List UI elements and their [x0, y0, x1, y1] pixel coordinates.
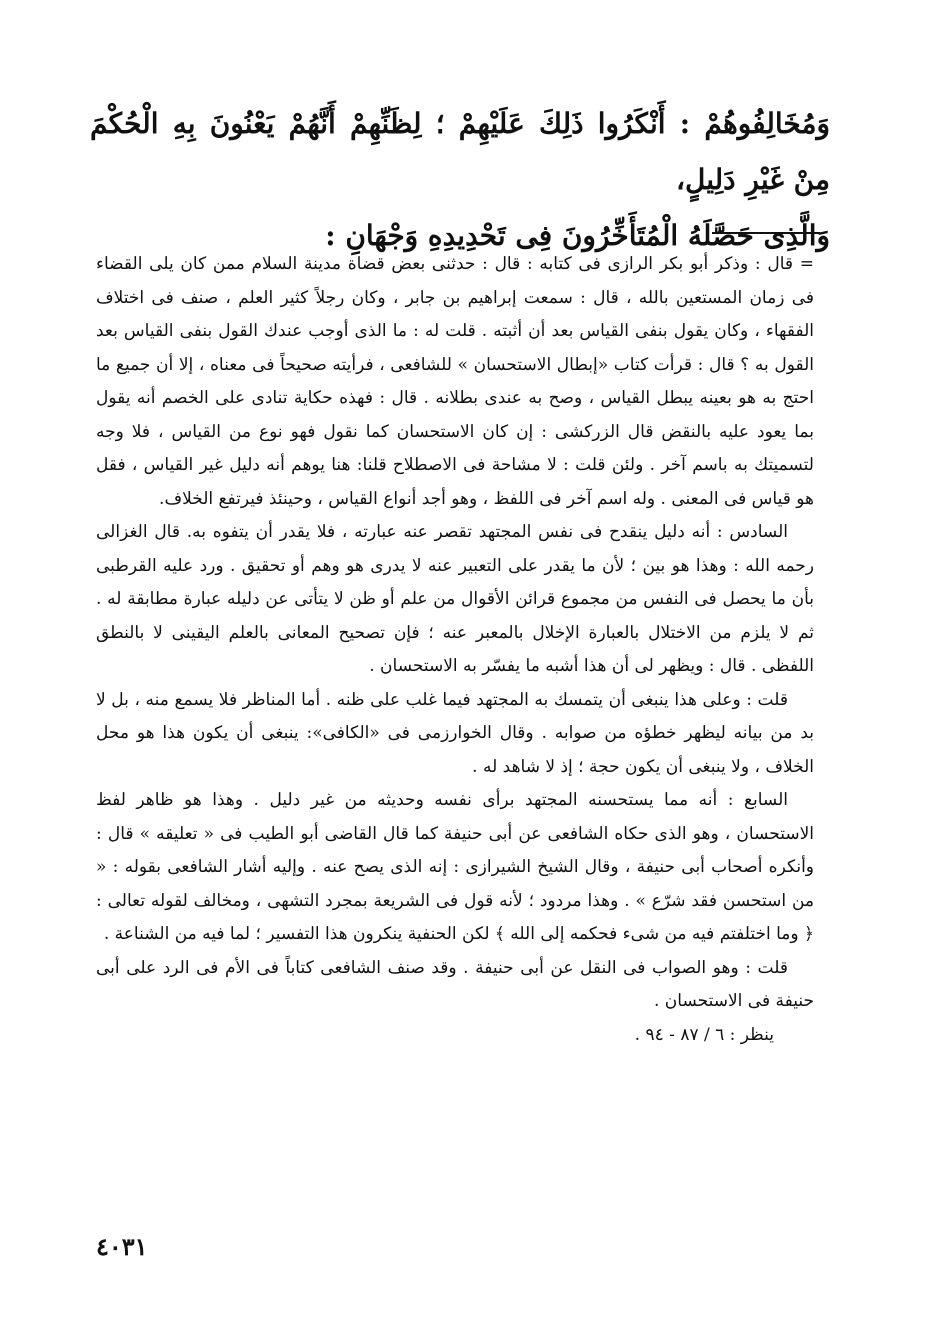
footnote-paragraph-2: السادس : أنه دليل ينقدح فى نفس المجتهد تقصر عنه عبارته ، فلا يقدر أن يتفوه به. قال الغزالى رحمه الله : وهذا هو بين ؛ لأن ما يقدر على التعبير عنه لا يدرى هو وهم أو تحقيق . ورد عليه القرطبى بأن ما يحصل فى النفس من مجموع قرائن الأقوال من علم أو ظن لا يتأتى عن دليله عبارة مطابقة له . ثم لا يلزم من الاختلال بالعبارة الإخلال بالمعبر عنه ؛ فإن تصحيح المعانى بالعلم اليقينى لا بالنطق اللفظى . قال : ويظهر لى أن هذا أشبه ما يفسّر به الاستحسان . — [96, 522, 814, 676]
main-text-block — [90, 96, 830, 264]
footnote-paragraph-1: = قال : وذكر أبو بكر الرازى فى كتابه : قال : حدثنى بعض قضاة مدينة السلام ممن كان يلى القضاء فى زمان المستعين بالله ، قال : سمعت إبراهيم بن جابر ، وكان رجلاً كثير العلم ، صنف فى اختلاف الفقهاء ، وكان يقول بنفى القياس بعد أن أثبته . قلت له : ما الذى أوجب عندك القول بنفى القياس بعد القول به ؟ قال : قرأت كتاب «إبطال الاستحسان » للشافعى ، فرأيته صحيحاً فى معناه ، إلا أن جميع ما احتج به هو بعينه يبطل القياس ، وصح به عندى بطلانه . قال : فهذه حكاية تنادى على الخصم أنه يقول بما يعود عليه بالنقض قال الزركشى : إن كان الاستحسان كما نقول فهو نوع من القياس ، فلا وجه لتسميتك به باسم آخر . ولئن قلت : لا مشاحة فى الاصطلاح قلنا: هنا يوهم أنه دليل غير القياس ، فقل هو قياس فى المعنى . وله اسم آخر فى اللفظ ، وهو أجد أنواع القياس ، وحينئذ فيرتفع الخلاف. — [96, 254, 814, 509]
footnote-reference: ينظر : ٦ / ٨٧ - ٩٤ . — [634, 1024, 774, 1045]
footnotes-block — [96, 248, 814, 1052]
main-text-line-2: وَالَّذِى حَصَّلَهُ الْمُتَأَخِّرُونَ فِى تَحْدِيدِهِ وَجْهَانِ : — [325, 219, 830, 252]
page-number: ٤٠٣١ — [96, 1232, 148, 1261]
footnote-paragraph-3: قلت : وعلى هذا ينبغى أن يتمسك به المجتهد فيما غلب على ظنه . أما المناظر فلا يسمع منه ، بل لا بد من بيانه ليظهر خطؤه من صوابه . وقال الخوارزمى فى «الكافى»: ينبغى أن يكون هذا هو محل الخلاف ، ولا ينبغى أن يكون حجة ؛ إذ لا شاهد له . — [96, 689, 814, 777]
main-text-line-1: وَمُخَالِفُوهُمْ : أَنْكَرُوا ذَلِكَ عَلَيْهِمْ ؛ لِظَنِّهِمْ أَنَّهُمْ يَعْنُونَ بِهِ الْحُكْمَ مِنْ غَيْرِ دَلِيلٍ، — [90, 107, 830, 196]
footnote-paragraph-4: السابع : أنه مما يستحسنه المجتهد برأى نفسه وحديثه من غير دليل . وهذا هو ظاهر لفظ الاستحسان ، وهو الذى حكاه الشافعى عن أبى حنيفة كما قال القاضى أبو الطيب فى « تعليقه » قال : وأنكره أصحاب أبى حنيفة ، وقال الشيخ الشيرازى : إنه الذى يصح عنه . وإليه أشار الشافعى بقوله : « من استحسن فقد شرّع » . وهذا مردود ؛ لأنه قول فى الشريعة بمجرد التشهى ، ومخالف لقوله تعالى : ﴿ وما اختلفتم فيه من شىء فحكمه إلى الله ﴾ لكن الحنفية ينكرون هذا التفسير ؛ لما فيه من الشناعة . — [96, 790, 814, 944]
footnote-separator — [712, 232, 820, 234]
footnote-paragraph-5: قلت : وهو الصواب فى النقل عن أبى حنيفة . وقد صنف الشافعى كتاباً فى الأم فى الرد على أبى حنيفة فى الاستحسان . — [96, 957, 814, 1011]
